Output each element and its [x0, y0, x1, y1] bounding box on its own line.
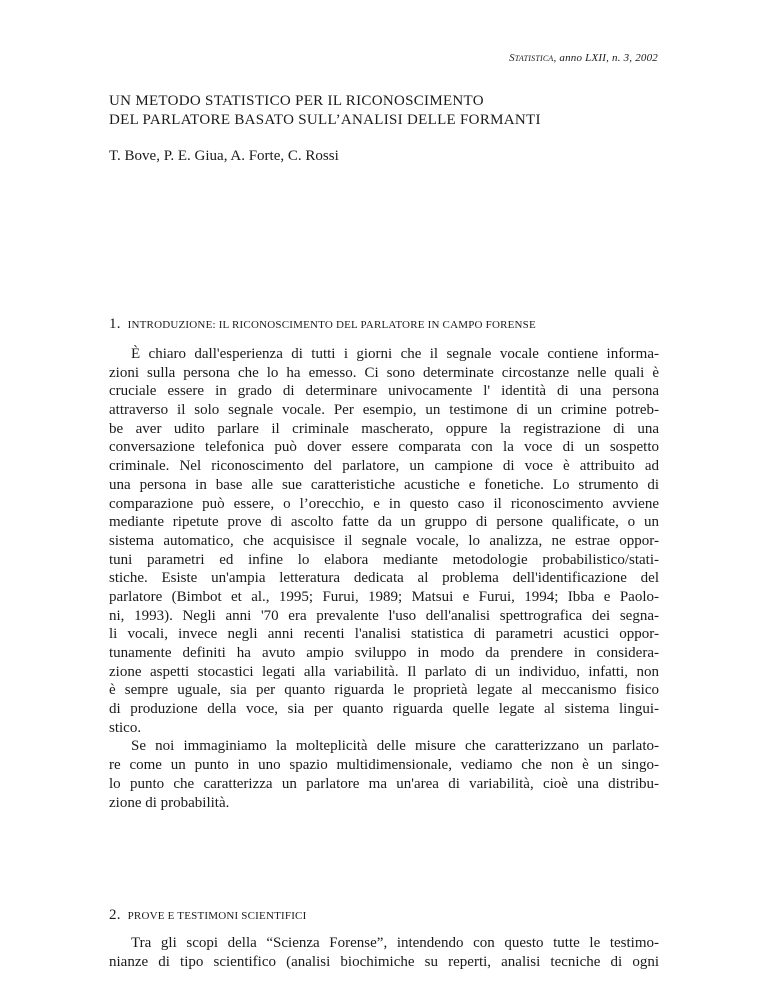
text-line: Se noi immaginiamo la molteplicità delle misure che caratterizzano un parlato- — [131, 738, 659, 755]
text-line: una persona in base alle sue caratteristiche acustiche e fonetiche. Lo strumento di — [109, 476, 659, 493]
text-line: attraverso il solo segnale vocale. Per esempio, un testimone di un crimine potreb- — [109, 402, 659, 419]
text-line: parlatore (Bimbot et al., 1995; Furui, 1989; Matsui e Furui, 1994; Ibba e Paolo- — [109, 588, 659, 605]
text-line: ni, 1993). Negli anni '70 era prevalente l'uso dell'analisi spettrografica dei segna- — [109, 607, 659, 624]
text-line: zione aspetti stocastici legati alla variabilità. Il parlato di un individuo, infatti, non — [109, 663, 659, 680]
paper-title-line: UN METODO STATISTICO PER IL RICONOSCIMENTO — [109, 93, 484, 109]
text-line: di produzione della voce, sia per quanto riguarda quelle legate al sistema lingui- — [109, 701, 659, 718]
text-line: cruciale essere in grado di determinare univocamente l' identità di una persona — [109, 383, 659, 400]
text-line: tunamente definiti ha avuto ampio sviluppo in modo da prendere in considera- — [109, 645, 659, 661]
section-number: 2. — [109, 907, 121, 923]
text-line: nianze di tipo scientifico (analisi biochimiche su reperti, analisi tecniche di ogni — [109, 953, 659, 970]
text-line: È chiaro dall'esperienza di tutti i giorni che il segnale vocale contiene informa- — [131, 346, 659, 362]
section-heading-prove — [109, 907, 306, 924]
paper-title-line: DEL PARLATORE BASATO SULL’ANALISI DELLE FORMANTI — [109, 112, 541, 128]
text-line: zione di probabilità. — [109, 794, 230, 811]
author-list: T. Bove, P. E. Giua, A. Forte, C. Rossi — [109, 148, 339, 164]
text-line: stiche. Esiste un'ampia letteratura dedicata al problema dell'identificazione del — [109, 570, 659, 587]
running-head — [509, 52, 658, 64]
text-line: Tra gli scopi della “Scienza Forense”, intendendo con questo tutte le testimo- — [131, 935, 659, 951]
journal-issue: anno LXII, n. 3, 2002 — [559, 52, 658, 64]
section-title: PROVE E TESTIMONI SCIENTIFICI — [127, 910, 307, 922]
section-title: INTRODUZIONE: IL RICONOSCIMENTO DEL PARLATORE IN CAMPO FORENSE — [127, 319, 536, 331]
text-line: comparazione può essere, o l’orecchio, e in questo caso il riconoscimento avviene — [109, 495, 659, 512]
text-line: tuni parametri ed infine lo elabora mediante metodologie probabilistico/stati- — [109, 551, 659, 568]
section-heading-introduzione — [109, 316, 536, 333]
section-body-introduzione — [109, 345, 659, 812]
section-body-prove — [109, 934, 659, 971]
paper-title — [109, 92, 669, 130]
section-number: 1. — [109, 316, 121, 332]
text-line: be aver udito parlare il criminale mascherato, oppure la registrazione di una — [109, 420, 659, 437]
text-line: stico. — [109, 719, 142, 736]
text-line: conversazione telefonica può dover essere comparata con la voce di un sospetto — [109, 439, 659, 456]
text-line: re come un punto in uno spazio multidimensionale, vediamo che non è un singo- — [109, 757, 659, 774]
text-line: li vocali, invece negli anni recenti l'analisi statistica di parametri acustici oppor- — [109, 626, 659, 643]
text-line: mediante ripetute prove di ascolto fatte da un gruppo di persone qualificate, o un — [109, 514, 659, 531]
text-line: criminale. Nel riconoscimento del parlatore, un campione di voce è attribuito ad — [109, 458, 659, 475]
text-line: lo punto che caratterizza un parlatore ma un'area di variabilità, cioè una distribu- — [109, 775, 659, 792]
text-line: è sempre uguale, sia per quanto riguarda le proprietà legate al meccanismo fisico — [109, 682, 659, 699]
text-line: zioni sulla persona che lo ha emesso. Ci sono determinate circostanze nelle quali è — [109, 364, 659, 381]
journal-name: Statistica, — [509, 52, 557, 64]
text-line: sistema automatico, che acquisisce il segnale vocale, lo analizza, ne estrae oppor- — [109, 532, 659, 549]
